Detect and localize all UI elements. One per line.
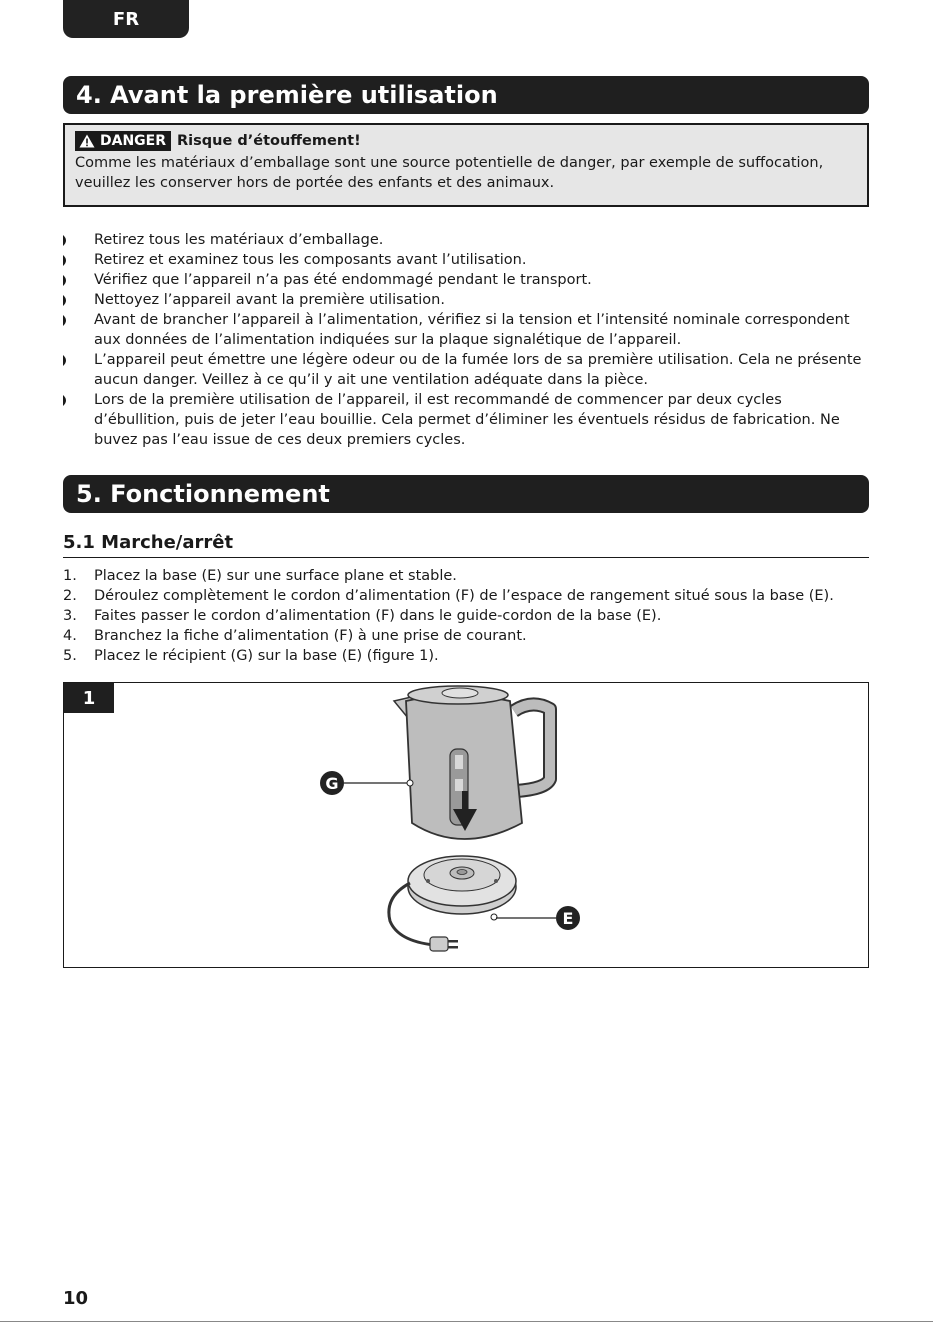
bullet-icon [63, 395, 69, 406]
kettle-handle [514, 704, 550, 791]
danger-badge-label: DANGER [100, 133, 167, 149]
list-item [63, 606, 869, 626]
language-tab [63, 0, 189, 38]
list-item-text: Retirez tous les matériaux d’emballage. [94, 232, 384, 248]
list-item [63, 230, 869, 250]
label-e: E [562, 909, 574, 928]
danger-title: Risque d’étouffement! [177, 133, 361, 149]
list-item [63, 586, 869, 606]
figure-number: 1 [82, 687, 96, 709]
step-text: Faites passer le cordon d’alimentation (F) dans le guide-cordon de la base (E). [94, 608, 662, 624]
figure-1 [63, 682, 869, 968]
bottom-divider [0, 1321, 933, 1322]
step-text: Placez la base (E) sur une surface plane et stable. [94, 568, 457, 584]
subsection-title: 5.1 Marche/arrêt [63, 532, 869, 558]
kettle-illustration [64, 683, 867, 966]
section-5-title: 5. Fonctionnement [76, 480, 330, 508]
danger-header [75, 131, 857, 151]
precaution-list [63, 230, 869, 450]
step-number: 4. [63, 628, 77, 644]
list-item-text: Retirez et examinez tous les composants avant l’utilisation. [94, 252, 527, 268]
label-g: G [325, 774, 339, 793]
list-item-text: Avant de brancher l’appareil à l’alimentation, vérifiez si la tension et l’intensité nominale correspondent aux données de l’alimentation indiquées sur la plaque signalétique de l’appareil. [94, 312, 850, 348]
section-4-title: 4. Avant la première utilisation [76, 81, 498, 109]
list-item [63, 310, 869, 350]
bullet-icon [63, 355, 69, 366]
section-4-heading [63, 76, 869, 114]
language-label: FR [112, 8, 140, 30]
list-item [63, 390, 869, 450]
step-number: 1. [63, 568, 77, 584]
list-item [63, 250, 869, 270]
warning-triangle-icon [79, 134, 95, 148]
plug-icon [430, 937, 458, 951]
list-item [63, 290, 869, 310]
list-item [63, 350, 869, 390]
list-item-text: Lors de la première utilisation de l’appareil, il est recommandé de commencer par deux cycles d’ébullition, puis de jeter l’eau bouillie. Cela permet d’éliminer les éventuels résidus de fabrication. Ne buvez pas l’eau issue de ces deux premiers cycles. [94, 392, 840, 448]
bullet-icon [63, 275, 69, 286]
step-number: 5. [63, 648, 77, 664]
list-item [63, 626, 869, 646]
step-number: 3. [63, 608, 77, 624]
danger-notice [63, 123, 869, 207]
list-item [63, 566, 869, 586]
list-item-text: Vérifiez que l’appareil n’a pas été endommagé pendant le transport. [94, 272, 592, 288]
kettle-base [408, 856, 516, 914]
step-text: Placez le récipient (G) sur la base (E) (figure 1). [94, 648, 439, 664]
section-5-heading [63, 475, 869, 513]
page-number: 10 [63, 1288, 89, 1309]
step-text: Branchez la fiche d’alimentation (F) à une prise de courant. [94, 628, 527, 644]
steps-list [63, 566, 869, 666]
list-item [63, 646, 869, 666]
list-item-text: L’appareil peut émettre une légère odeur ou de la fumée lors de sa première utilisation. Cela ne présente aucun danger. Veillez à ce qu’il y ait une ventilation adéquate dans la pièce. [94, 352, 862, 388]
danger-text: Comme les matériaux d’emballage sont une source potentielle de danger, par exemple de suffocation, veuillez les conserver hors de portée des enfants et des animaux. [75, 155, 824, 191]
bullet-icon [63, 315, 69, 326]
step-text: Déroulez complètement le cordon d’alimentation (F) de l’espace de rangement situé sous la base (E). [94, 588, 834, 604]
figure-number-badge [64, 683, 114, 713]
bullet-icon [63, 255, 69, 266]
step-number: 2. [63, 588, 77, 604]
list-item [63, 270, 869, 290]
danger-badge [75, 131, 171, 151]
bullet-icon [63, 295, 69, 306]
list-item-text: Nettoyez l’appareil avant la première utilisation. [94, 292, 445, 308]
bullet-icon [63, 235, 69, 246]
